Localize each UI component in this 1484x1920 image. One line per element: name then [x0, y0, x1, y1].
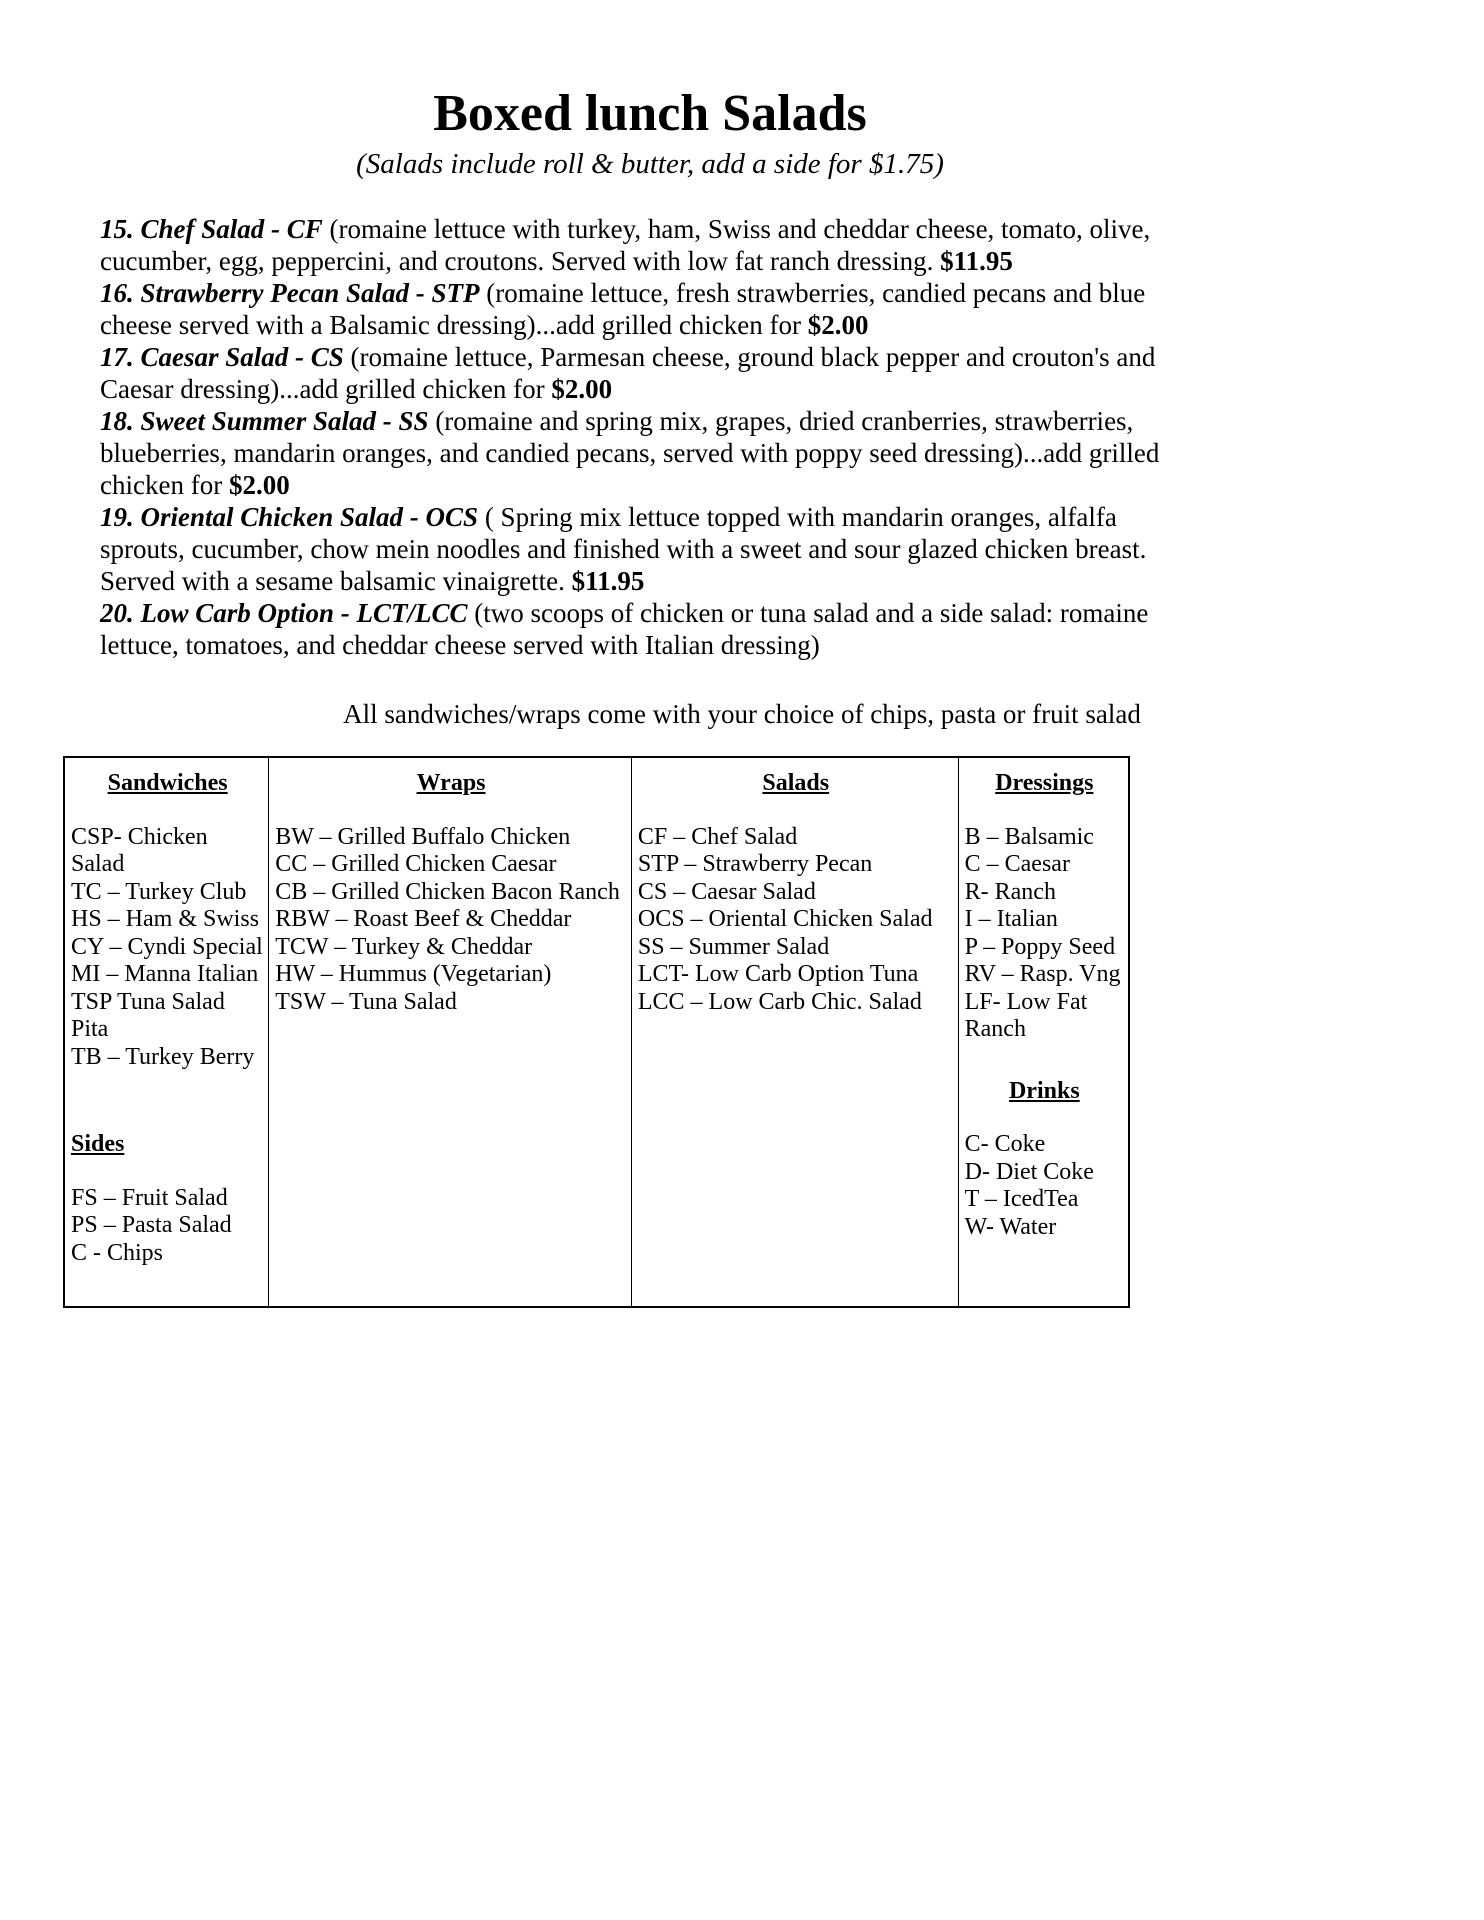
- list-item: C - Chips: [71, 1239, 164, 1266]
- list-item: TB – Turkey Berry: [71, 1043, 255, 1070]
- list-item: C – Caesar: [964, 851, 1070, 878]
- list-item: C- Coke: [964, 1131, 1046, 1158]
- list-item: R- Ranch: [964, 878, 1056, 905]
- menu-item-desc: (romaine lettuce, Parmesan cheese, ground black pepper and crouton's and Caesar dressing)...add grilled chicken for: [100, 342, 1156, 405]
- list-item: LCC – Low Carb Chic. Salad: [637, 988, 922, 1015]
- menu-item-name: 20. Low Carb Option - LCT/LCC: [100, 598, 468, 629]
- list-item: CSP- Chicken Salad: [71, 823, 208, 878]
- list-item: HS – Ham & Swiss: [71, 906, 260, 933]
- list-item: MI – Manna Italian: [71, 961, 259, 988]
- wraps-header: Wraps: [416, 770, 486, 797]
- menu-item-desc: (romaine lettuce with turkey, ham, Swiss and cheddar cheese, tomato, olive, cucumber, egg, peppercini, and croutons. Served with low fat ranch dressing.: [100, 214, 1151, 277]
- list-item: OCS – Oriental Chicken Salad: [637, 906, 933, 933]
- drinks-header: Drinks: [1008, 1077, 1080, 1104]
- menu-item-price: $2.00: [807, 310, 869, 341]
- sides-list: [71, 1185, 264, 1268]
- menu-item-name: 15. Chef Salad - CF: [100, 214, 323, 245]
- menu-item: [100, 501, 1200, 597]
- list-item: B – Balsamic: [964, 823, 1094, 850]
- list-item: HW – Hummus (Vegetarian): [275, 961, 552, 988]
- salad-menu-list: [100, 213, 1200, 661]
- salads-header: Salads: [762, 770, 830, 797]
- list-item: RBW – Roast Beef & Cheddar: [275, 906, 572, 933]
- list-item: W- Water: [964, 1213, 1057, 1240]
- list-item: D- Diet Coke: [964, 1158, 1094, 1185]
- menu-item-price: $11.95: [940, 246, 1013, 277]
- column-header: [275, 770, 627, 798]
- column-header: [965, 770, 1124, 798]
- list-item: SS – Summer Salad: [637, 933, 830, 960]
- column-header: [71, 770, 264, 798]
- menu-item-name: 19. Oriental Chicken Salad - OCS: [100, 502, 479, 533]
- menu-item-desc: (romaine lettuce, fresh strawberries, candied pecans and blue cheese served with a Balsamic dressing)...add grilled chicken for: [100, 278, 1146, 341]
- list-item: TCW – Turkey & Cheddar: [275, 933, 533, 960]
- dressings-list: [965, 824, 1124, 1044]
- order-codes-table: [63, 756, 1130, 1308]
- menu-item: [100, 213, 1200, 277]
- list-item: CS – Caesar Salad: [637, 878, 816, 905]
- menu-item-price: $2.00: [551, 374, 613, 405]
- list-item: TSP Tuna Salad Pita: [71, 988, 225, 1043]
- list-item: LCT- Low Carb Option Tuna: [637, 961, 919, 988]
- wraps-list: [275, 824, 627, 1017]
- sides-note: All sandwiches/wraps come with your choice of chips, pasta or fruit salad: [343, 699, 1141, 730]
- drinks-list: [965, 1131, 1124, 1241]
- list-item: CB – Grilled Chicken Bacon Ranch: [275, 878, 620, 905]
- list-item: LF- Low Fat Ranch: [964, 988, 1088, 1043]
- column-header: [638, 770, 954, 798]
- list-item: PS – Pasta Salad: [71, 1212, 232, 1239]
- menu-item-desc: ( Spring mix lettuce topped with mandarin oranges, alfalfa sprouts, cucumber, chow mein noodles and finished with a sweet and sour glazed chicken breast. Served with a sesame balsamic vinaigrette.: [100, 502, 1147, 597]
- menu-item-price: $2.00: [228, 470, 290, 501]
- column-dressings: [959, 758, 1128, 1306]
- menu-item-name: 16. Strawberry Pecan Salad - STP: [100, 278, 480, 309]
- column-subheader: [965, 1078, 1124, 1106]
- salads-list: [638, 824, 954, 1017]
- menu-item: [100, 277, 1200, 341]
- list-item: CF – Chef Salad: [637, 823, 798, 850]
- list-item: TSW – Tuna Salad: [275, 988, 457, 1015]
- list-item: TC – Turkey Club: [71, 878, 247, 905]
- menu-item: [100, 405, 1200, 501]
- page-subtitle: (Salads include roll & butter, add a side for $1.75): [356, 148, 944, 181]
- list-item: STP – Strawberry Pecan: [637, 851, 873, 878]
- list-item: CY – Cyndi Special: [71, 933, 263, 960]
- sandwiches-list: [71, 824, 264, 1072]
- menu-content: [100, 85, 1200, 661]
- list-item: P – Poppy Seed: [964, 933, 1116, 960]
- dressings-header: Dressings: [995, 770, 1094, 797]
- column-subheader: [71, 1131, 264, 1159]
- menu-item-desc: (two scoops of chicken or tuna salad and a side salad: romaine lettuce, tomatoes, and cheddar cheese served with Italian dressing): [100, 598, 1149, 661]
- sandwiches-header: Sandwiches: [107, 770, 228, 797]
- column-sandwiches: [65, 758, 269, 1306]
- list-item: T – IcedTea: [964, 1186, 1079, 1213]
- menu-item: [100, 597, 1200, 661]
- menu-item: [100, 341, 1200, 405]
- list-item: FS – Fruit Salad: [71, 1184, 228, 1211]
- page-title: Boxed lunch Salads: [433, 85, 867, 142]
- menu-item-name: 17. Caesar Salad - CS: [100, 342, 344, 373]
- menu-item-desc: (romaine and spring mix, grapes, dried cranberries, strawberries, blueberries, mandarin oranges, and candied pecans, served with poppy seed dressing)...add grilled chicken for: [100, 406, 1160, 501]
- menu-item-name: 18. Sweet Summer Salad - SS: [100, 406, 429, 437]
- menu-item-price: $11.95: [571, 566, 645, 597]
- column-salads: [632, 758, 959, 1306]
- list-item: RV – Rasp. Vng: [964, 961, 1121, 988]
- list-item: BW – Grilled Buffalo Chicken: [275, 823, 571, 850]
- list-item: I – Italian: [964, 906, 1058, 933]
- list-item: CC – Grilled Chicken Caesar: [275, 851, 557, 878]
- column-wraps: [269, 758, 632, 1306]
- sides-header: Sides: [71, 1131, 125, 1158]
